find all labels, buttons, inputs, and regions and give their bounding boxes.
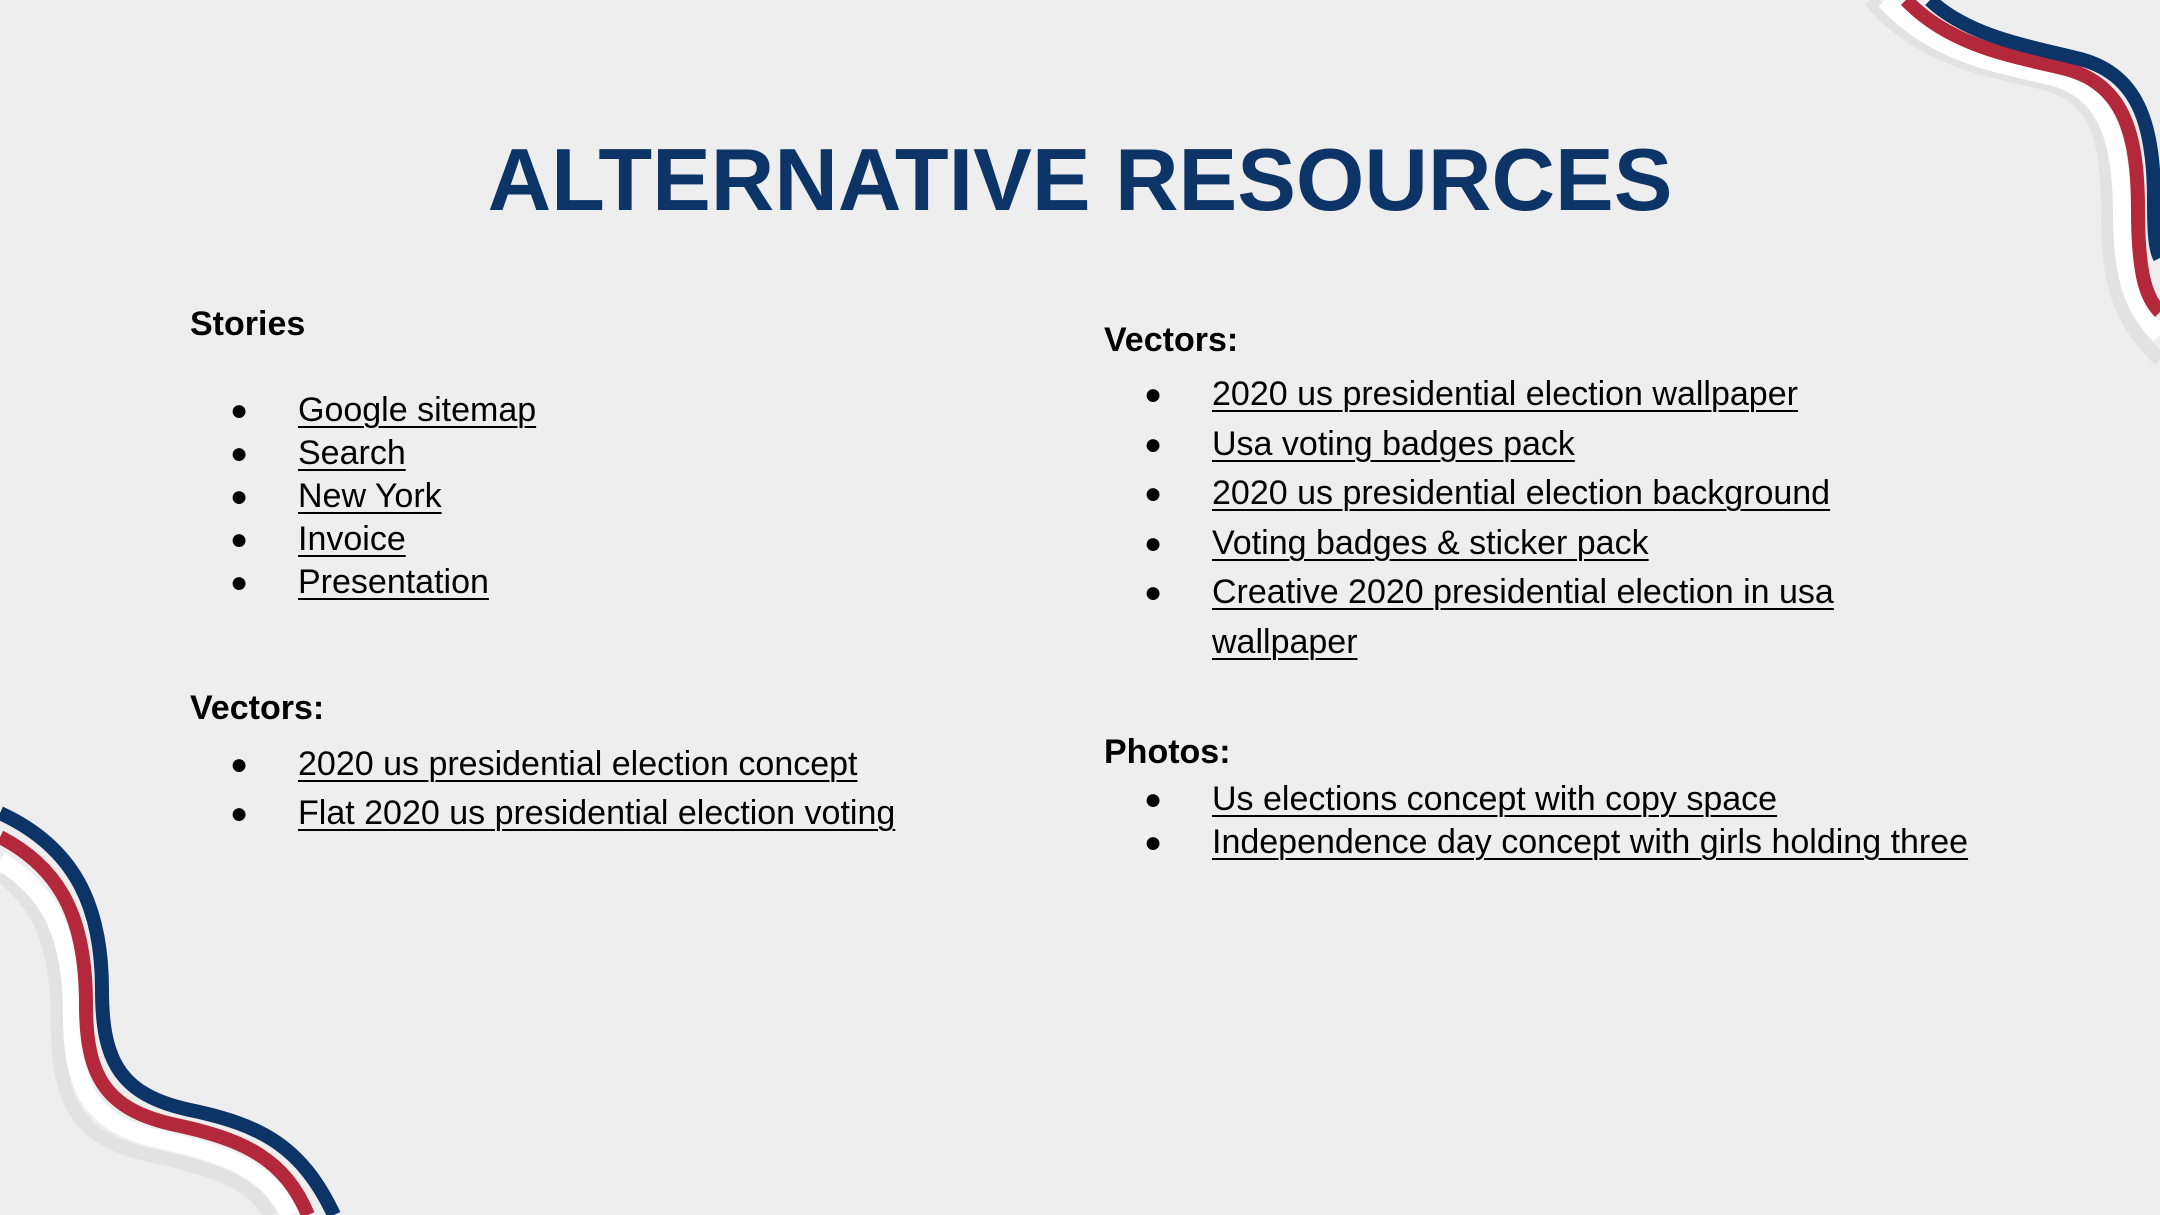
link-search[interactable]: Search bbox=[298, 434, 406, 472]
vectors-left-section bbox=[190, 688, 1070, 838]
photos-heading: Photos: bbox=[1104, 733, 1231, 771]
stories-list bbox=[190, 389, 990, 604]
list-item bbox=[1104, 469, 1924, 519]
vectors-right-section bbox=[1104, 320, 1924, 668]
bullet-icon: ● bbox=[230, 566, 249, 599]
photos-section bbox=[1104, 732, 1984, 864]
link-independence-day-concept[interactable]: Independence day concept with girls holding three bbox=[1212, 823, 1969, 861]
link-new-york[interactable]: New York bbox=[298, 477, 442, 515]
list-item bbox=[190, 475, 990, 518]
bullet-icon: ● bbox=[1144, 526, 1163, 560]
list-item bbox=[190, 561, 990, 604]
bullet-icon: ● bbox=[1144, 427, 1163, 461]
link-election-concept[interactable]: 2020 us presidential election concept bbox=[298, 745, 858, 783]
list-item bbox=[1104, 821, 1984, 864]
vectors-left-heading: Vectors: bbox=[190, 689, 325, 727]
link-invoice[interactable]: Invoice bbox=[298, 520, 406, 558]
link-flat-election-voting[interactable]: Flat 2020 us presidential election voting bbox=[298, 794, 896, 832]
bullet-icon: ● bbox=[230, 437, 249, 470]
bullet-icon: ● bbox=[1144, 378, 1163, 411]
link-google-sitemap[interactable]: Google sitemap bbox=[298, 391, 537, 429]
list-item bbox=[1104, 778, 1984, 821]
list-item bbox=[190, 740, 1070, 789]
stories-section bbox=[190, 304, 990, 604]
bullet-icon: ● bbox=[230, 748, 249, 781]
vectors-right-list bbox=[1104, 370, 1924, 668]
list-item bbox=[190, 432, 990, 475]
vectors-right-heading: Vectors: bbox=[1104, 321, 1239, 359]
link-voting-badges-pack[interactable]: Usa voting badges pack bbox=[1212, 424, 1575, 463]
list-item bbox=[1104, 420, 1924, 470]
list-item bbox=[190, 789, 1070, 838]
list-item bbox=[1104, 568, 1924, 667]
list-item bbox=[190, 389, 990, 432]
list-item bbox=[190, 518, 990, 561]
bullet-icon: ● bbox=[1144, 826, 1163, 859]
bullet-icon: ● bbox=[230, 523, 249, 556]
bullet-icon: ● bbox=[1144, 783, 1163, 816]
bullet-icon: ● bbox=[230, 480, 249, 513]
bullet-icon: ● bbox=[1144, 576, 1163, 610]
photos-list bbox=[1104, 778, 1984, 864]
link-creative-election-wallpaper[interactable]: Creative 2020 presidential election in usa wallpaper bbox=[1212, 573, 1834, 661]
link-election-wallpaper[interactable]: 2020 us presidential election wallpaper bbox=[1212, 375, 1798, 413]
vectors-left-list bbox=[190, 740, 1070, 838]
page-title: ALTERNATIVE RESOURCES bbox=[487, 130, 1673, 229]
link-badges-sticker-pack[interactable]: Voting badges & sticker pack bbox=[1212, 523, 1649, 562]
bullet-icon: ● bbox=[230, 797, 249, 830]
bullet-icon: ● bbox=[230, 394, 249, 427]
link-us-elections-concept[interactable]: Us elections concept with copy space bbox=[1212, 780, 1778, 818]
stories-heading: Stories bbox=[190, 305, 306, 343]
bullet-icon: ● bbox=[1144, 477, 1163, 511]
list-item bbox=[1104, 519, 1924, 569]
link-election-background[interactable]: 2020 us presidential election background bbox=[1212, 474, 1831, 513]
list-item bbox=[1104, 370, 1924, 420]
link-presentation[interactable]: Presentation bbox=[298, 563, 489, 601]
